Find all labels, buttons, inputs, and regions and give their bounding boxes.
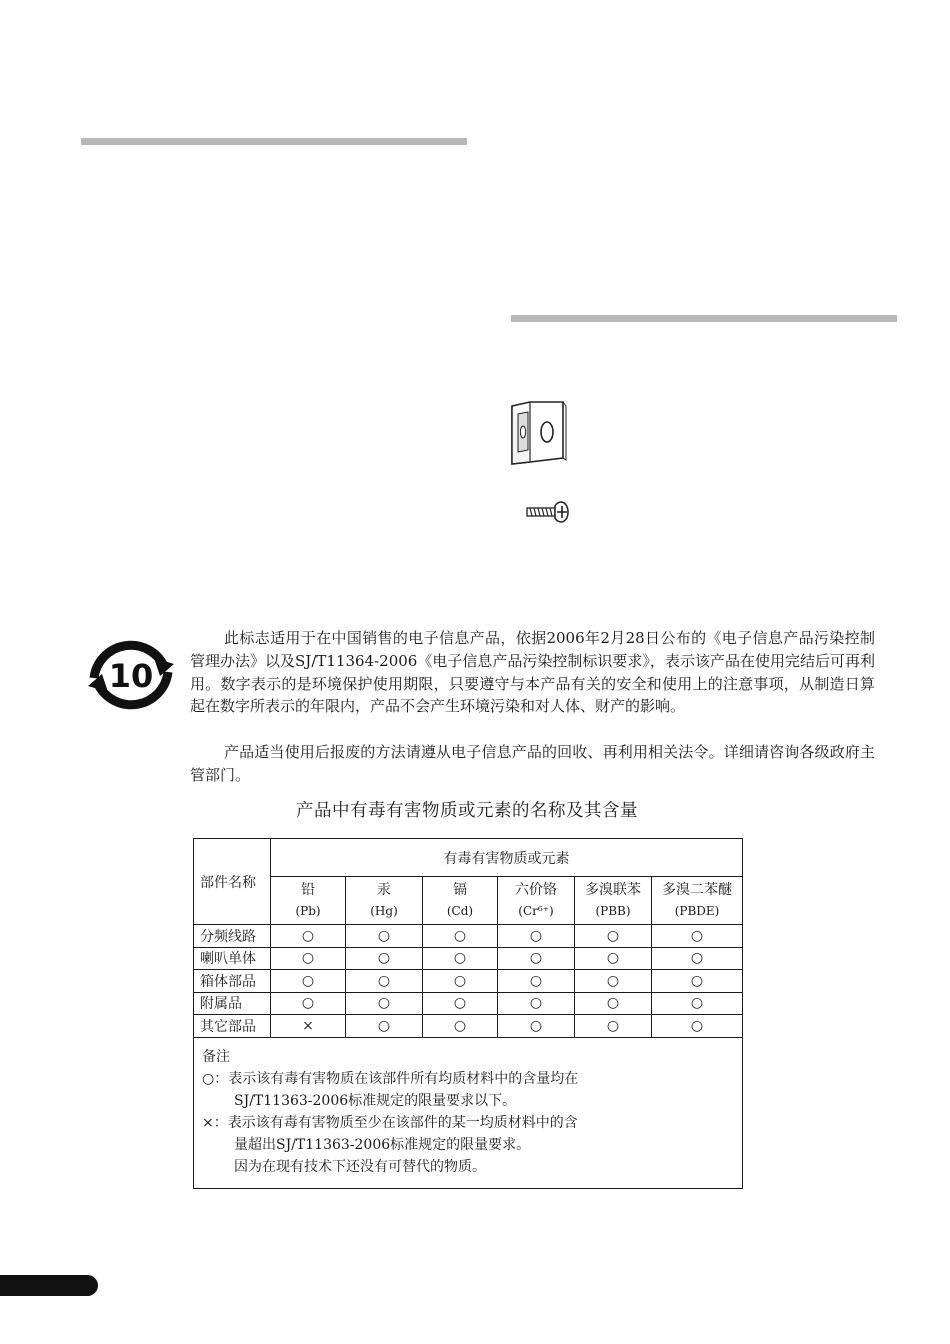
cross-note-continuation: 因为在现有技术下还没有可替代的物质。 (234, 1158, 486, 1175)
table-row (194, 925, 743, 948)
mark-cell: ○ (498, 970, 575, 993)
circle-note-line: ○：表示该有毒有害物质在该部件所有均质材料中的含量均在 (202, 1070, 579, 1087)
epup-paragraph-1: 此标志适用于在中国销售的电子信息产品，依据2006年2月28日公布的《电子信息产品污染控制管理办法》以及SJ/T11364-2006《电子信息产品污染控制标识要求》，表示该产品在使用完结后可再利用。数字表示的是环境保护使用期限，只要遵守与本产品有关的安全和使用上的注意事项，从制造日算起在数字所表示的年限内，产品不会产生环境污染和对人体、财产的影响。 (190, 629, 875, 716)
mark-cell: ○ (346, 1015, 423, 1038)
mark-cell: ○ (498, 947, 575, 970)
table-row (194, 1015, 743, 1038)
table-row (194, 970, 743, 993)
column-header: 铅 (Pb) (271, 877, 346, 925)
section-rule-right (511, 315, 897, 322)
table-title: 产品中有毒有害物质或元素的名称及其含量 (296, 801, 638, 821)
table-row (194, 992, 743, 1015)
mark-cell: ○ (346, 992, 423, 1015)
mark-cell: ○ (271, 970, 346, 993)
table-row (194, 947, 743, 970)
part-name-cell: 分频线路 (194, 925, 271, 948)
mark-cell: ○ (498, 992, 575, 1015)
column-header: 镉 (Cd) (423, 877, 498, 925)
notes-title: 备注 (202, 1048, 230, 1065)
mark-cell: ○ (346, 970, 423, 993)
mark-cell: ○ (271, 947, 346, 970)
mark-cell: ○ (575, 947, 652, 970)
screw-illustration (524, 500, 570, 524)
part-name-cell: 喇叭单体 (194, 947, 271, 970)
mark-cell: × (271, 1015, 346, 1038)
cross-note-line: ×：表示该有毒有害物质至少在该部件的某一均质材料中的含 (202, 1114, 578, 1131)
mark-cell: ○ (423, 970, 498, 993)
mark-cell: ○ (575, 925, 652, 948)
column-header: 六价铬 (Cr⁶⁺) (498, 877, 575, 925)
hazardous-substances-table (193, 838, 743, 1189)
epup-10-logo (86, 636, 176, 714)
mark-cell: ○ (652, 947, 743, 970)
mark-cell: ○ (498, 1015, 575, 1038)
epup-period-number: 10 (108, 657, 154, 695)
mark-cell: ○ (575, 992, 652, 1015)
page-tab-marker (0, 1275, 98, 1296)
mark-cell: ○ (423, 1015, 498, 1038)
cross-note-continuation: 量超出SJ/T11363-2006标准规定的限量要求。 (234, 1136, 531, 1153)
epup-paragraph-2: 产品适当使用后报废的方法请遵从电子信息产品的回收、再利用相关法令。详细请咨询各级政府主管部门。 (190, 743, 875, 784)
column-header: 多溴联苯 (PBB) (575, 877, 652, 925)
part-name-cell: 箱体部品 (194, 970, 271, 993)
mark-cell: ○ (652, 992, 743, 1015)
mark-cell: ○ (271, 992, 346, 1015)
mark-cell: ○ (423, 947, 498, 970)
bracket-illustration (508, 400, 568, 468)
part-name-cell: 其它部品 (194, 1015, 271, 1038)
mark-cell: ○ (575, 970, 652, 993)
part-name-header: 部件名称 (194, 839, 271, 925)
mark-cell: ○ (652, 970, 743, 993)
mark-cell: ○ (346, 925, 423, 948)
mark-cell: ○ (423, 992, 498, 1015)
mark-cell: ○ (575, 1015, 652, 1038)
mark-cell: ○ (652, 925, 743, 948)
mark-cell: ○ (346, 947, 423, 970)
column-header: 多溴二苯醚 (PBDE) (652, 877, 743, 925)
circle-note-continuation: SJ/T11363-2006标准规定的限量要求以下。 (234, 1092, 517, 1109)
mark-cell: ○ (423, 925, 498, 948)
mark-cell: ○ (652, 1015, 743, 1038)
section-rule-left (81, 138, 467, 145)
part-name-cell: 附属品 (194, 992, 271, 1015)
substance-group-header: 有毒有害物质或元素 (271, 839, 743, 877)
table-notes (194, 1037, 743, 1188)
column-header: 汞 (Hg) (346, 877, 423, 925)
mark-cell: ○ (271, 925, 346, 948)
mark-cell: ○ (498, 925, 575, 948)
